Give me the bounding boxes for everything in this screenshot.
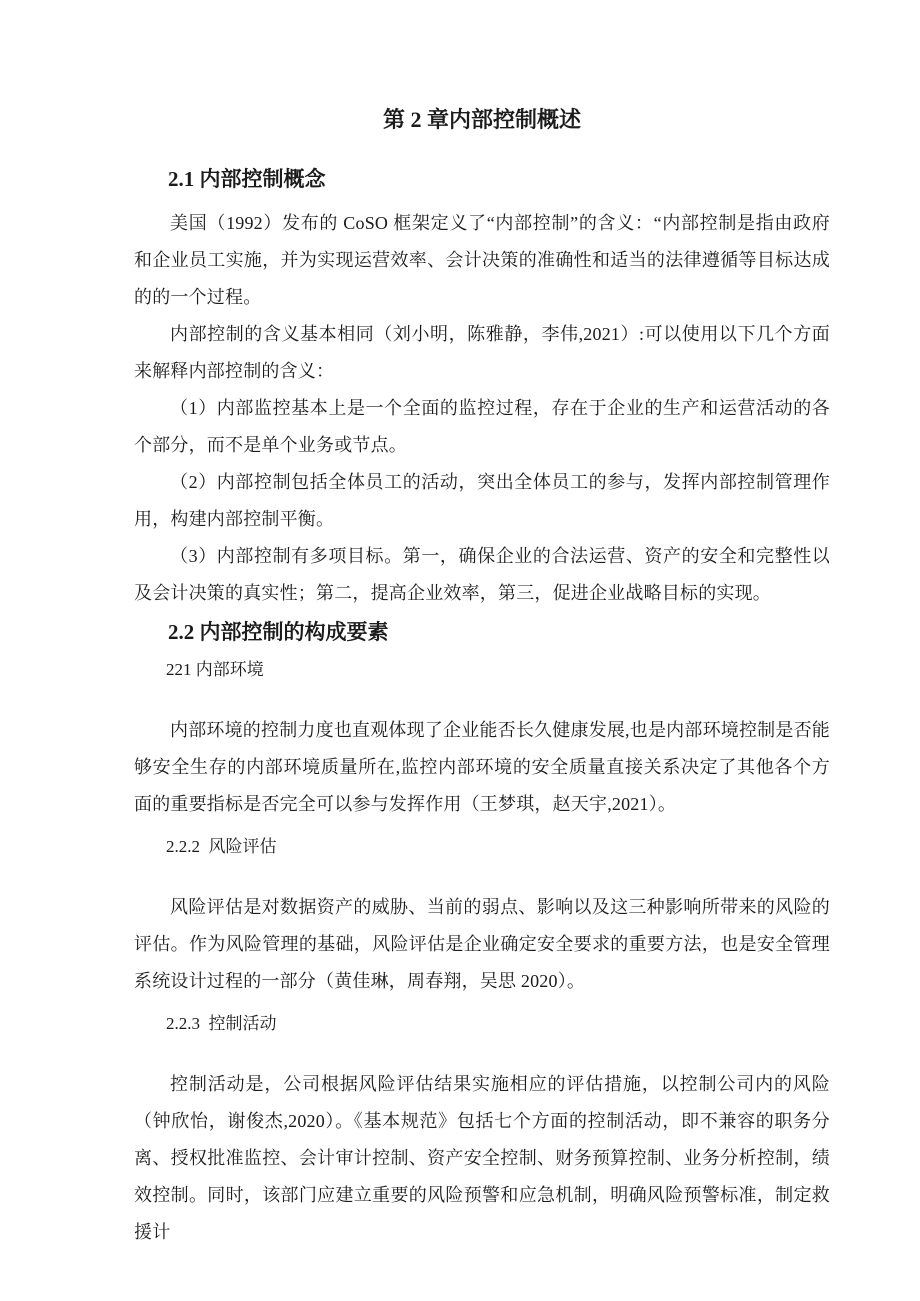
section-2-2-body (134, 658, 830, 1251)
section-heading-2-2: 2.2 内部控制的构成要素 (168, 620, 389, 644)
list-item-2: （2）内部控制包括全体员工的活动，突出全体员工的参与，发挥内部控制管理作用，构建内部控制平衡。 (134, 472, 830, 529)
paragraph: 美国（1992）发布的 CoSO 框架定义了“内部控制”的含义：“内部控制是指由政府和企业员工实施，并为实现运营效率、会计决策的准确性和适当的法律遵循等目标达成的的一个过程。 (134, 213, 830, 307)
list-item-3: （3）内部控制有多项目标。第一，确保企业的合法运营、资产的安全和完整性以及会计决策的真实性；第二，提高企业效率，第三，促进企业战略目标的实现。 (134, 546, 830, 603)
list-item-1: （1）内部监控基本上是一个全面的监控过程，存在于企业的生产和运营活动的各个部分，而不是单个业务或节点。 (134, 398, 830, 455)
paragraph: 控制活动是，公司根据风险评估结果实施相应的评估措施，以控制公司内的风险（钟欣怡，谢俊杰,2020）。《基本规范》包括七个方面的控制活动，即不兼容的职务分离、授权批准监控、会计审计控制、资产安全控制、财务预算控制、业务分析控制，绩效控制。同时，该部门应建立重要的风险预警和应急机制，明确风险预警标准，制定救援计 (134, 1074, 830, 1242)
section-heading-2-1: 2.1 内部控制概念 (168, 167, 326, 191)
subsection-heading-2-2-1: 221 内部环境 (166, 660, 264, 679)
paragraph: 内部控制的含义基本相同（刘小明，陈雅静，李伟,2021）:可以使用以下几个方面来解释内部控制的含义： (134, 324, 830, 381)
subsection-heading-2-2-2: 2.2.2 风险评估 (166, 837, 277, 856)
paragraph: 风险评估是对数据资产的威胁、当前的弱点、影响以及这三种影响所带来的风险的评估。作为风险管理的基础，风险评估是企业确定安全要求的重要方法，也是安全管理系统设计过程的一部分（黄佳琳，周春翔，吴思 2020）。 (134, 897, 830, 991)
section-2-1-body (134, 205, 830, 612)
paragraph: 内部环境的控制力度也直观体现了企业能否长久健康发展,也是内部环境控制是否能够安全生存的内部环境质量所在,监控内部环境的安全质量直接关系决定了其他各个方面的重要指标是否完全可以参与发挥作用（王梦琪，赵天宇,2021）。 (134, 720, 830, 814)
subsection-heading-2-2-3: 2.2.3 控制活动 (166, 1014, 277, 1033)
chapter-title: 第 2 章内部控制概述 (382, 107, 581, 132)
